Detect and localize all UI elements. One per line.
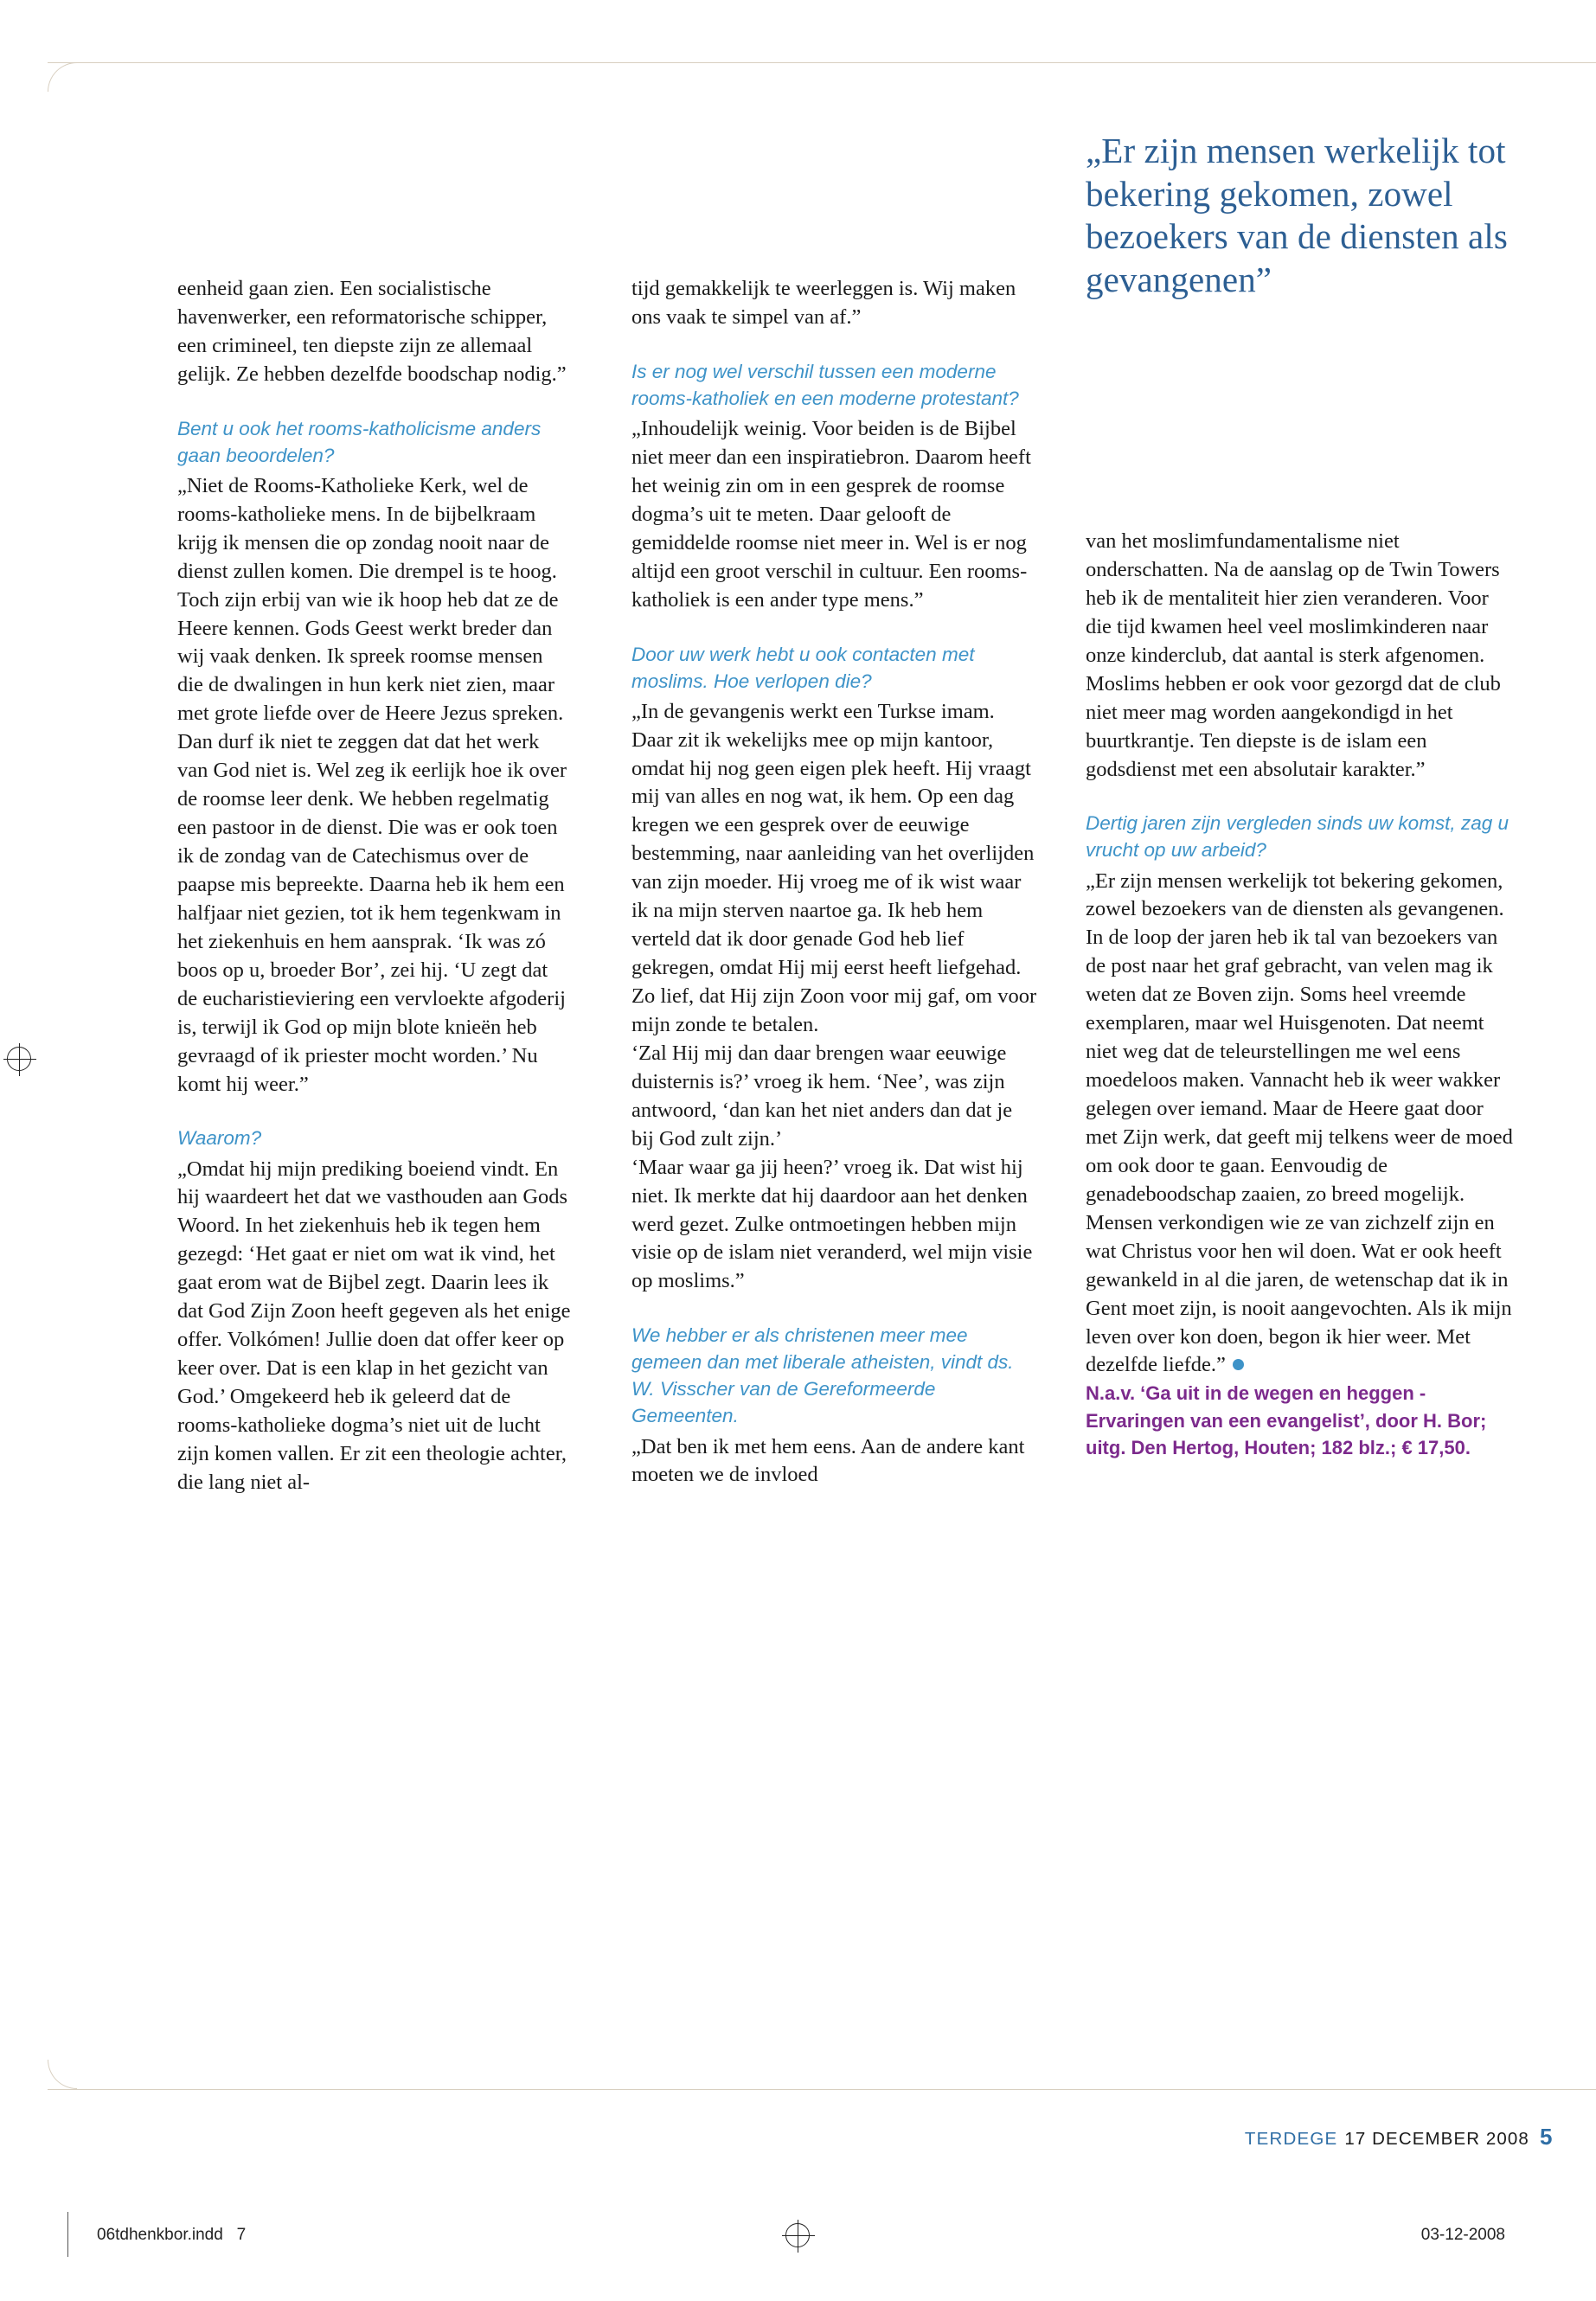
slug-filename: 06tdhenkbor.indd 7 [97,2226,247,2244]
interview-question: Waarom? [177,1127,262,1150]
article-column-3 [1086,528,1518,1461]
paragraph: van het moslimfundamentalisme niet onderschatten. Na de aanslag op de Twin Towers heb ik de mentaliteit hier zien veranderen. Voor die tijd kwamen heel veel moslimkinderen naar onze kinderclub, dat aantal is sterk afgenomen. Moslims hebben er ook voor gezorgd dat de club niet meer mag worden aangekondigd in het buurtkrantje. Ten diepste is de islam een godsdienst met een absolutair karakter.” [1086,529,1501,781]
slug-date: 03-12-2008 [1420,2226,1505,2244]
article-column-1 [177,275,571,1497]
trim-corner-top [48,62,77,92]
trim-line-bottom [48,2089,1596,2090]
magazine-name: TERDEGE [1244,2129,1338,2149]
paragraph: ‘Zal Hij mij dan daar brengen waar eeuwige duisternis is?’ vroeg ik hem. ‘Nee’, was zijn antwoord, ‘dan kan het niet anders dan dat je bij God zult zijn.’ [631,1041,1013,1150]
print-slug-bar [0,2219,1596,2255]
trim-corner-bottom [48,2060,77,2089]
interview-question: Door uw werk hebt u ook contacten met moslims. Hoe verlopen die? [631,643,975,692]
trim-line-top [48,62,1596,63]
slug-tick-mark [67,2212,68,2257]
pull-quote: „Er zijn mensen werkelijk tot bekering gekomen, zowel bezoekers van de diensten als gevangenen” [1086,131,1508,299]
paragraph [1086,868,1518,1381]
interview-question: Bent u ook het rooms-katholicisme anders gaan beoordelen? [177,417,542,466]
page-number: 5 [1539,2124,1553,2150]
article-column-2 [631,275,1038,1490]
interview-question: Dertig jaren zijn vergleden sinds uw komst, zag u vrucht op uw arbeid? [1086,812,1509,862]
issue-date: 17 DECEMBER 2008 [1344,2129,1529,2149]
paragraph-text: „Er zijn mensen werkelijk tot bekering gekomen, zowel bezoekers van de diensten als gevangenen. In de loop der jaren heb ik tal van bezoekers van de post naar het graf gebracht, van velen mag ik weten dat ze Boven zijn. Soms heel vreemde exemplaren, maar wel Huisgenoten. Dat neemt niet weg dat de teleurstellingen me wel eens moedeloos maken. Vannacht heb ik weer wakker gelegen over iemand. Maar de Heere gaat door met Zijn werk, dat geeft mij telkens weer de moed om ook door te gaan. Eenvoudig de genadeboodschap zaaien, zo breed mogelijk. Mensen verkondigen wie ze van zichzelf zijn en wat Christus voor hen wil doen. Wat er ook heeft gewankeld in al die jaren, de wetenschap dat ik in Gent moet zijn, is nooit aangevochten. Als ik mijn leven over kon doen, begon ik hier weer. Met dezelfde liefde.” [1086,868,1513,1377]
paragraph: tijd gemakkelijk te weerleggen is. Wij maken ons vaak te simpel van af.” [631,277,1016,329]
paragraph: „Dat ben ik met hem eens. Aan de andere kant moeten we de invloed [631,1434,1025,1487]
paragraph: „Omdat hij mijn prediking boeiend vindt. En hij waardeert het dat we vasthouden aan Gods Woord. In het ziekenhuis heb ik tegen hem gezegd: ‘Het gaat er niet om wat ik vind, het gaat erom wat de Bijbel zegt. Daarin lees ik dat God Zijn Zoon heeft gegeven als het enige offer. Volkómen! Jullie doen dat offer keer op keer over. Dat is een klap in het gezicht van God.’ Omgekeerd heb ik geleerd dat de rooms-katholieke dogma’s niet uit de lucht zijn komen vallen. Er zit een theologie achter, die lang niet al- [177,1157,571,1494]
paragraph: ‘Maar waar ga jij heen?’ vroeg ik. Dat wist hij niet. Ik merkte dat hij daardoor aan het denken werd gezet. Zulke ontmoetingen hebben mijn visie op de islam niet veranderd, wel mijn visie op moslims.” [631,1155,1033,1293]
interview-question: Is er nog wel verschil tussen een moderne rooms-katholiek en een moderne protestant? [631,360,1019,409]
end-of-article-dot-icon [1233,1359,1244,1370]
page-footer [1086,2124,1553,2150]
interview-question: We hebber er als christenen meer mee gemeen dan met liberale atheisten, vindt ds. W. Visscher van de Gereformeerde Gemeenten. [631,1324,1014,1427]
paragraph: „In de gevangenis werkt een Turkse imam. Daar zit ik wekelijks mee op mijn kantoor, omdat hij nog geen eigen plek heeft. Hij vraagt mij van alles en nog wat, ik hem. Op een dag kregen we een gesprek over de eeuwige bestemming, naar aanleiding van het overlijden van zijn moeder. Hij vroeg me of ik wist waar ik na mijn sterven naartoe ga. Ik heb hem verteld dat ik door genade God heb lief gekregen, omdat Hij mij eerst heeft liefgehad. Zo lief, dat Hij zijn Zoon voor mij gaf, om voor mijn zonde te betalen. [631,699,1037,1036]
registration-mark-left [7,1047,33,1073]
book-reference-note: N.a.v. ‘Ga uit in de wegen en heggen - Ervaringen van een evangelist’, door H. Bor; uitg. Den Hertog, Houten; 182 blz.; € 17,50. [1086,1382,1487,1458]
paragraph: eenheid gaan zien. Een socialistische havenwerker, een reformatorische schipper, een crimineel, ten diepste zijn ze allemaal gelijk. Ze hebben dezelfde boodschap nodig.” [177,277,567,386]
paragraph: „Inhoudelijk weinig. Voor beiden is de Bijbel niet meer dan een inspiratiebron. Daarom heeft het weinig zin om in een gesprek de roomse dogma’s uit te meten. Daar gelooft de gemiddelde roomse niet meer in. Wel is er nog altijd een groot verschil in cultuur. Een rooms-katholiek is een ander type mens.” [631,416,1031,612]
paragraph: „Niet de Rooms-Katholieke Kerk, wel de rooms-katholieke mens. In de bijbelkraam krijg ik mensen die op zondag nooit naar de dienst zullen komen. Die drempel is te hoog. Toch zijn erbij van wie ik hoop heb dat ze de Heere kennen. Gods Geest werkt breder dan wij vaak denken. Ik spreek roomse mensen die de dwalingen in hun kerk niet zien, maar met grote liefde over de Heere Jezus spreken. Dan durf ik niet te zeggen dat dat het werk van God niet is. Wel zeg ik eerlijk hoe ik over de roomse leer denk. We hebben regelmatig een pastoor in de dienst. Die was er ook toen ik de zondag van de Catechismus over de paapse mis bepreekte. Daarna heb ik hem een halfjaar niet gezien, tot ik hem tegenkwam in het ziekenhuis en hem aansprak. ‘Ik was zó boos op u, broeder Bor’, zei hij. ‘U zegt dat de eucharistieviering een vervloekte afgoderij is, terwijl ik God op mijn blote knieën heb gevraagd of ik priester mocht worden.’ Nu komt hij weer.” [177,473,567,1096]
